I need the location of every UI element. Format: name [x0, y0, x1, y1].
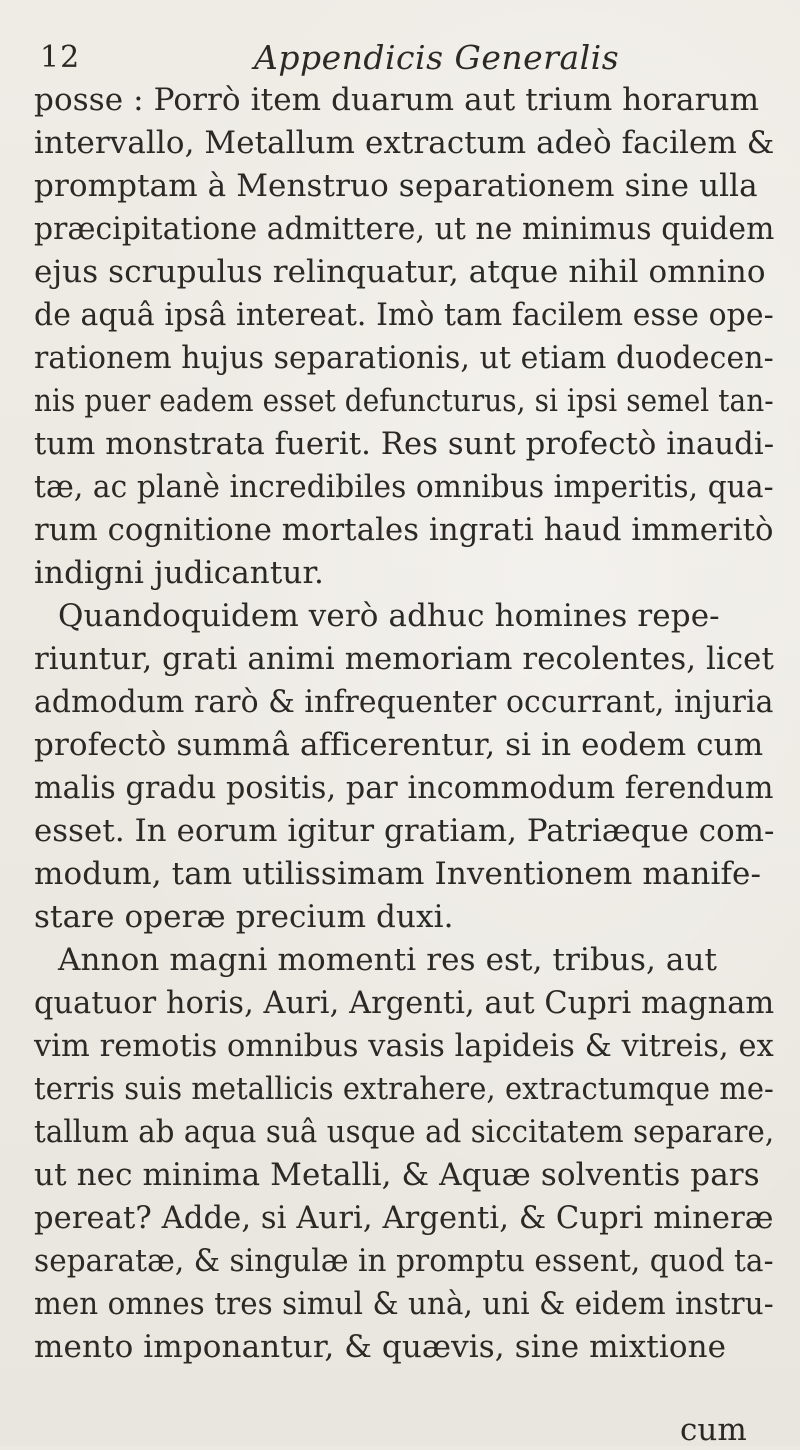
text-line: pereat? Adde, si Auri, Argenti, & Cupri mineræ: [34, 1200, 774, 1236]
text-line: præcipitatione admittere, ut ne minimus quidem: [34, 211, 775, 247]
text-line: admodum rarò & infrequenter occurrant, injuria: [34, 684, 774, 720]
text-line: posse : Porrò item duarum aut trium horarum: [34, 82, 760, 118]
text-line: ut nec minima Metalli, & Aquæ solventis pars: [34, 1157, 760, 1193]
text-line: separatæ, & singulæ in promptu essent, quod ta-: [34, 1243, 774, 1279]
text-line: Quandoquidem verò adhuc homines repe-: [58, 598, 720, 634]
text-line: stare operæ precium duxi.: [34, 899, 454, 935]
text-line: promptam à Menstruo separationem sine ulla: [34, 168, 758, 204]
text-line: tum monstrata fuerit. Res sunt profectò inaudi-: [34, 426, 775, 462]
text-line: Annon magni momenti res est, tribus, aut: [58, 942, 718, 978]
text-line: modum, tam utilissimam Inventionem manife-: [34, 856, 762, 892]
text-line: de aquâ ipsâ intereat. Imò tam facilem esse ope-: [34, 297, 774, 333]
text-line: profectò summâ afficerentur, si in eodem cum: [34, 727, 764, 763]
text-line: quatuor horis, Auri, Argenti, aut Cupri magnam: [34, 985, 775, 1021]
page-header: [0, 40, 800, 80]
page-number: 12: [40, 40, 81, 75]
text-line: nis puer eadem esset defuncturus, si ipsi semel tan-: [34, 383, 774, 419]
text-line: mento imponantur, & quævis, sine mixtione: [34, 1329, 727, 1365]
text-line: esset. In eorum igitur gratiam, Patriæque com-: [34, 813, 775, 849]
text-line: rum cognitione mortales ingrati haud immeritò: [34, 512, 774, 548]
text-line: intervallo, Metallum extractum adeò facilem &: [34, 125, 775, 161]
text-line: terris suis metallicis extrahere, extractumque me-: [34, 1071, 774, 1107]
text-line: indigni judicantur.: [34, 555, 324, 591]
text-line: tallum ab aqua suâ usque ad siccitatem separare,: [34, 1114, 775, 1150]
text-line: rationem hujus separationis, ut etiam duodecen-: [34, 340, 774, 376]
catchword: cum: [680, 1412, 747, 1448]
text-line: riuntur, grati animi memoriam recolentes, licet: [34, 641, 774, 677]
text-line: tæ, ac planè incredibiles omnibus imperitis, qua-: [34, 469, 774, 505]
text-line: ejus scrupulus relinquatur, atque nihil omnino: [34, 254, 766, 290]
text-line: men omnes tres simul & unà, uni & eidem instru-: [34, 1286, 774, 1322]
text-line: malis gradu positis, par incommodum ferendum: [34, 770, 774, 806]
running-head: Appendicis Generalis: [254, 38, 620, 77]
text-line: vim remotis omnibus vasis lapideis & vitreis, ex: [34, 1028, 774, 1064]
